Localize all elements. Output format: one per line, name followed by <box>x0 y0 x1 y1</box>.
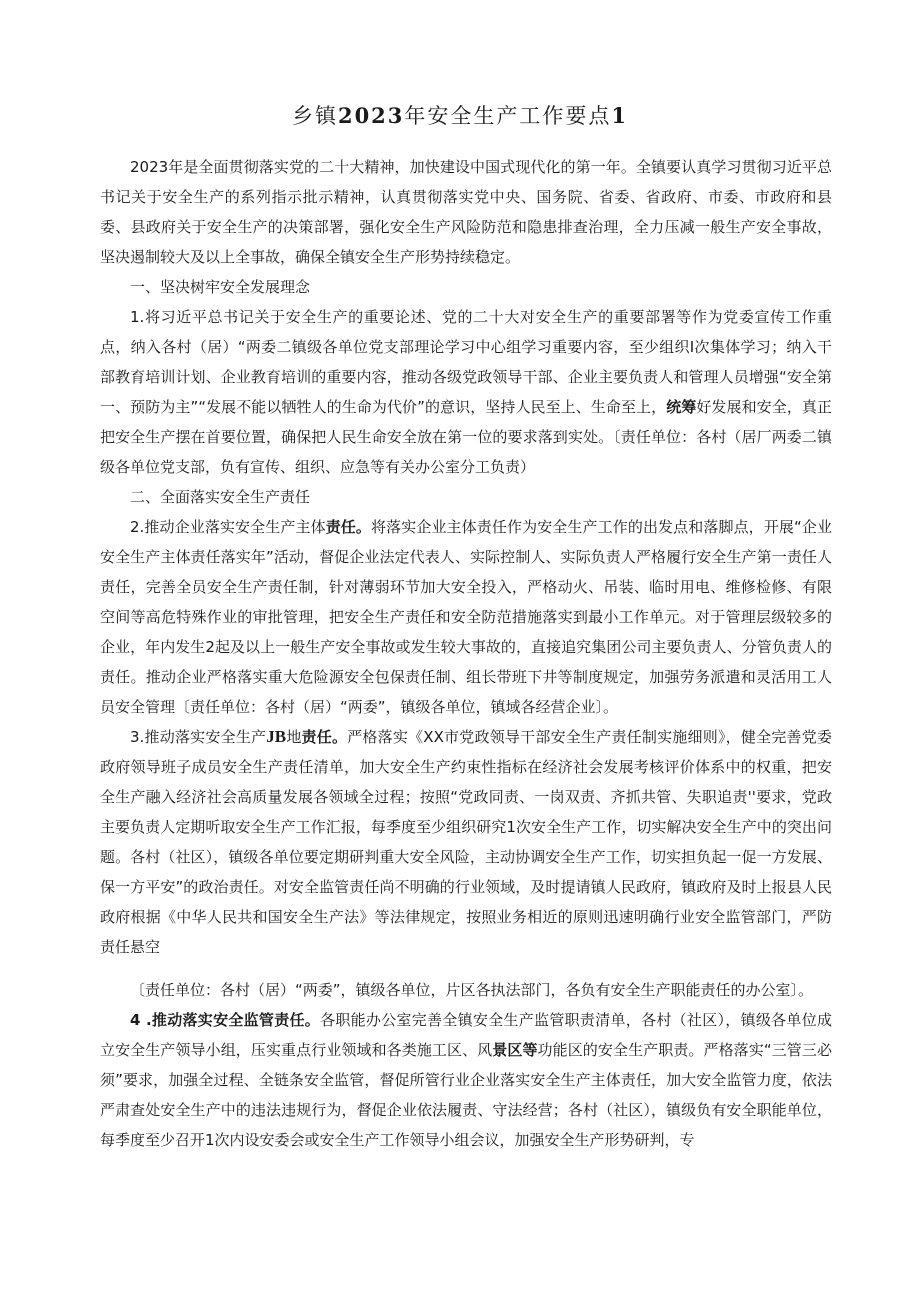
item-3-body: 严格落实《XX市党政领导干部安全生产责任制实施细则》，健全完善党委政府领导班子成员安全生产责任清单，加大安全生产约束性指标在经济社会发展考核评价体系中的权重，把安全生产融入经济社会高质量发展各领域全过程；按照“党政同责、一岗双责、齐抓共管、失职追责''要求，党政主要负责人定期听取安全生产工作汇报，每季度至少组织研究1次安全生产工作，切实解决安全生产中的突出问题。各村（社区），镇级各单位要定期研判重大安全风险，主动协调安全生产工作，切实担负起一促一方发展、保一方平安”的政治责任。对安全监管责任尚不明确的行业领域，及时提请镇人民政府，镇政府及时上报县人民政府根据《中华人民共和国安全生产法》等法律规定，按照业务相近的原则迅速明确行业安全监管部门，严防责任悬空 <box>100 728 832 956</box>
item-3-lead-b: 地 <box>286 728 302 746</box>
item-4-paragraph <box>100 1005 832 1155</box>
item-2-paragraph <box>100 512 832 722</box>
item-2-body: 将落实企业主体责任作为安全生产工作的出发点和落脚点，开展“企业安全生产主体责任落实年”活动，督促企业法定代表人、实际控制人、实际负责人严格履行安全生产第一责任人责任，完善全员安全生产责任制，针对薄弱环节加大安全投入，严格动火、吊装、临时用电、维修检修、有限空间等高危特殊作业的审批管理，把安全生产责任和安全防范措施落实到最小工作单元。对于管理层级较多的企业，年内发生2起及以上一般生产安全事故或发生较大事故的，直接追究集团公司主要负责人、分管负责人的责任。推动企业严格落实重大危险源安全包保责任制、组长带班下井等制度规定，加强劳务派遣和灵活用工人员安全管理〔责任单位：各村（居）“两委”，镇级各单位，镇域各经营企业〕。 <box>100 518 832 716</box>
item-4-body-b: 功能区的安全生产职责。严格落实“三管三必须”要求，加强全过程、全链条安全监管，督促所管行业企业落实安全生产主体责任，加大安全监管力度，依法严肃查处安全生产中的违法违规行为，督促企业依法履责、守法经营；各村（社区），镇级负有安全职能单位，每季度至少召开1次内设安委会或安全生产工作领导小组会议，加强安全生产形势研判，专 <box>100 1041 832 1149</box>
item-3-responsibility: 〔责任单位：各村（居）“两委”，镇级各单位，片区各执法部门，各负有安全生产职能责任的办公室〕。 <box>130 981 814 999</box>
item-1-bold: 统筹 <box>666 398 697 416</box>
item-3-lead-bold: 责任。 <box>301 728 348 746</box>
item-2-lead-bold: 责任。 <box>325 518 372 536</box>
document-title <box>0 100 920 130</box>
item-4-body-a: 各职能办公室完善全镇安全生产监管职责清单，各村（社区），镇级各单位成立安全生产领导小组，压实重点行业领域和各类施工区、风 <box>100 1011 832 1059</box>
item-4-body-bold: 景区等 <box>492 1041 538 1059</box>
item-1-text-b: 好发展和安全，真正把安全生产摆在首要位置，确保把人民生命安全放在第一位的要求落到实处。〔责任单位：各村（居厂两委二镇级各单位党支部，负有宣传、组织、应急等有关办公室分工负责） <box>100 398 832 476</box>
intro-paragraph: 2023年是全面贯彻落实党的二十大精神，加快建设中国式现代化的第一年。全镇要认真学习贯彻习近平总书记关于安全生产的系列指示批示精神，认真贯彻落实党中央、国务院、省委、省政府、市委、市政府和县委、县政府关于安全生产的决策部署，强化安全生产风险防范和隐患排查治理，全力压减一般生产安全事故，坚决遏制较大及以上全事故，确保全镇安全生产形势持续稳定。 <box>100 158 832 266</box>
item-1-text-a: 1.将习近平总书记关于安全生产的重要论述、党的二十大对安全生产的重要部署等作为党委宣传工作重点，纳入各村（居）“两委二镇级各单位党支部理论学习中心组学习重要内容，至少组织I次集体学习；纳入干部教育培训计划、企业教育培训的重要内容，推动各级党政领导干部、企业主要负责人和管理人员增强“安全第一、预防为主”“发展不能以牺牲人的生命为代价”的意识，坚持人民至上、生命至上， <box>100 308 832 416</box>
item-3-lead: 3.推动落实安全生产 <box>130 728 267 746</box>
item-2-lead: 2.推动企业落实安全生产主体 <box>130 518 326 536</box>
title-middle: 年安全生产工作要点 <box>404 104 612 128</box>
item-1-paragraph <box>100 302 832 482</box>
document-body <box>100 152 832 1155</box>
section-heading-1: 一、坚决树牢安全发展理念 <box>130 278 311 296</box>
item-3-paragraph <box>100 722 832 962</box>
section-heading-2: 二、全面落实安全生产责任 <box>130 488 311 506</box>
title-suffix: 1 <box>611 103 629 128</box>
item-3-lead-jb: JB <box>266 727 287 746</box>
title-year: 2023 <box>337 103 405 128</box>
title-prefix: 乡镇 <box>291 104 338 128</box>
item-4-lead-bold: 4 .推动落实安全监管责任。 <box>130 1011 321 1029</box>
